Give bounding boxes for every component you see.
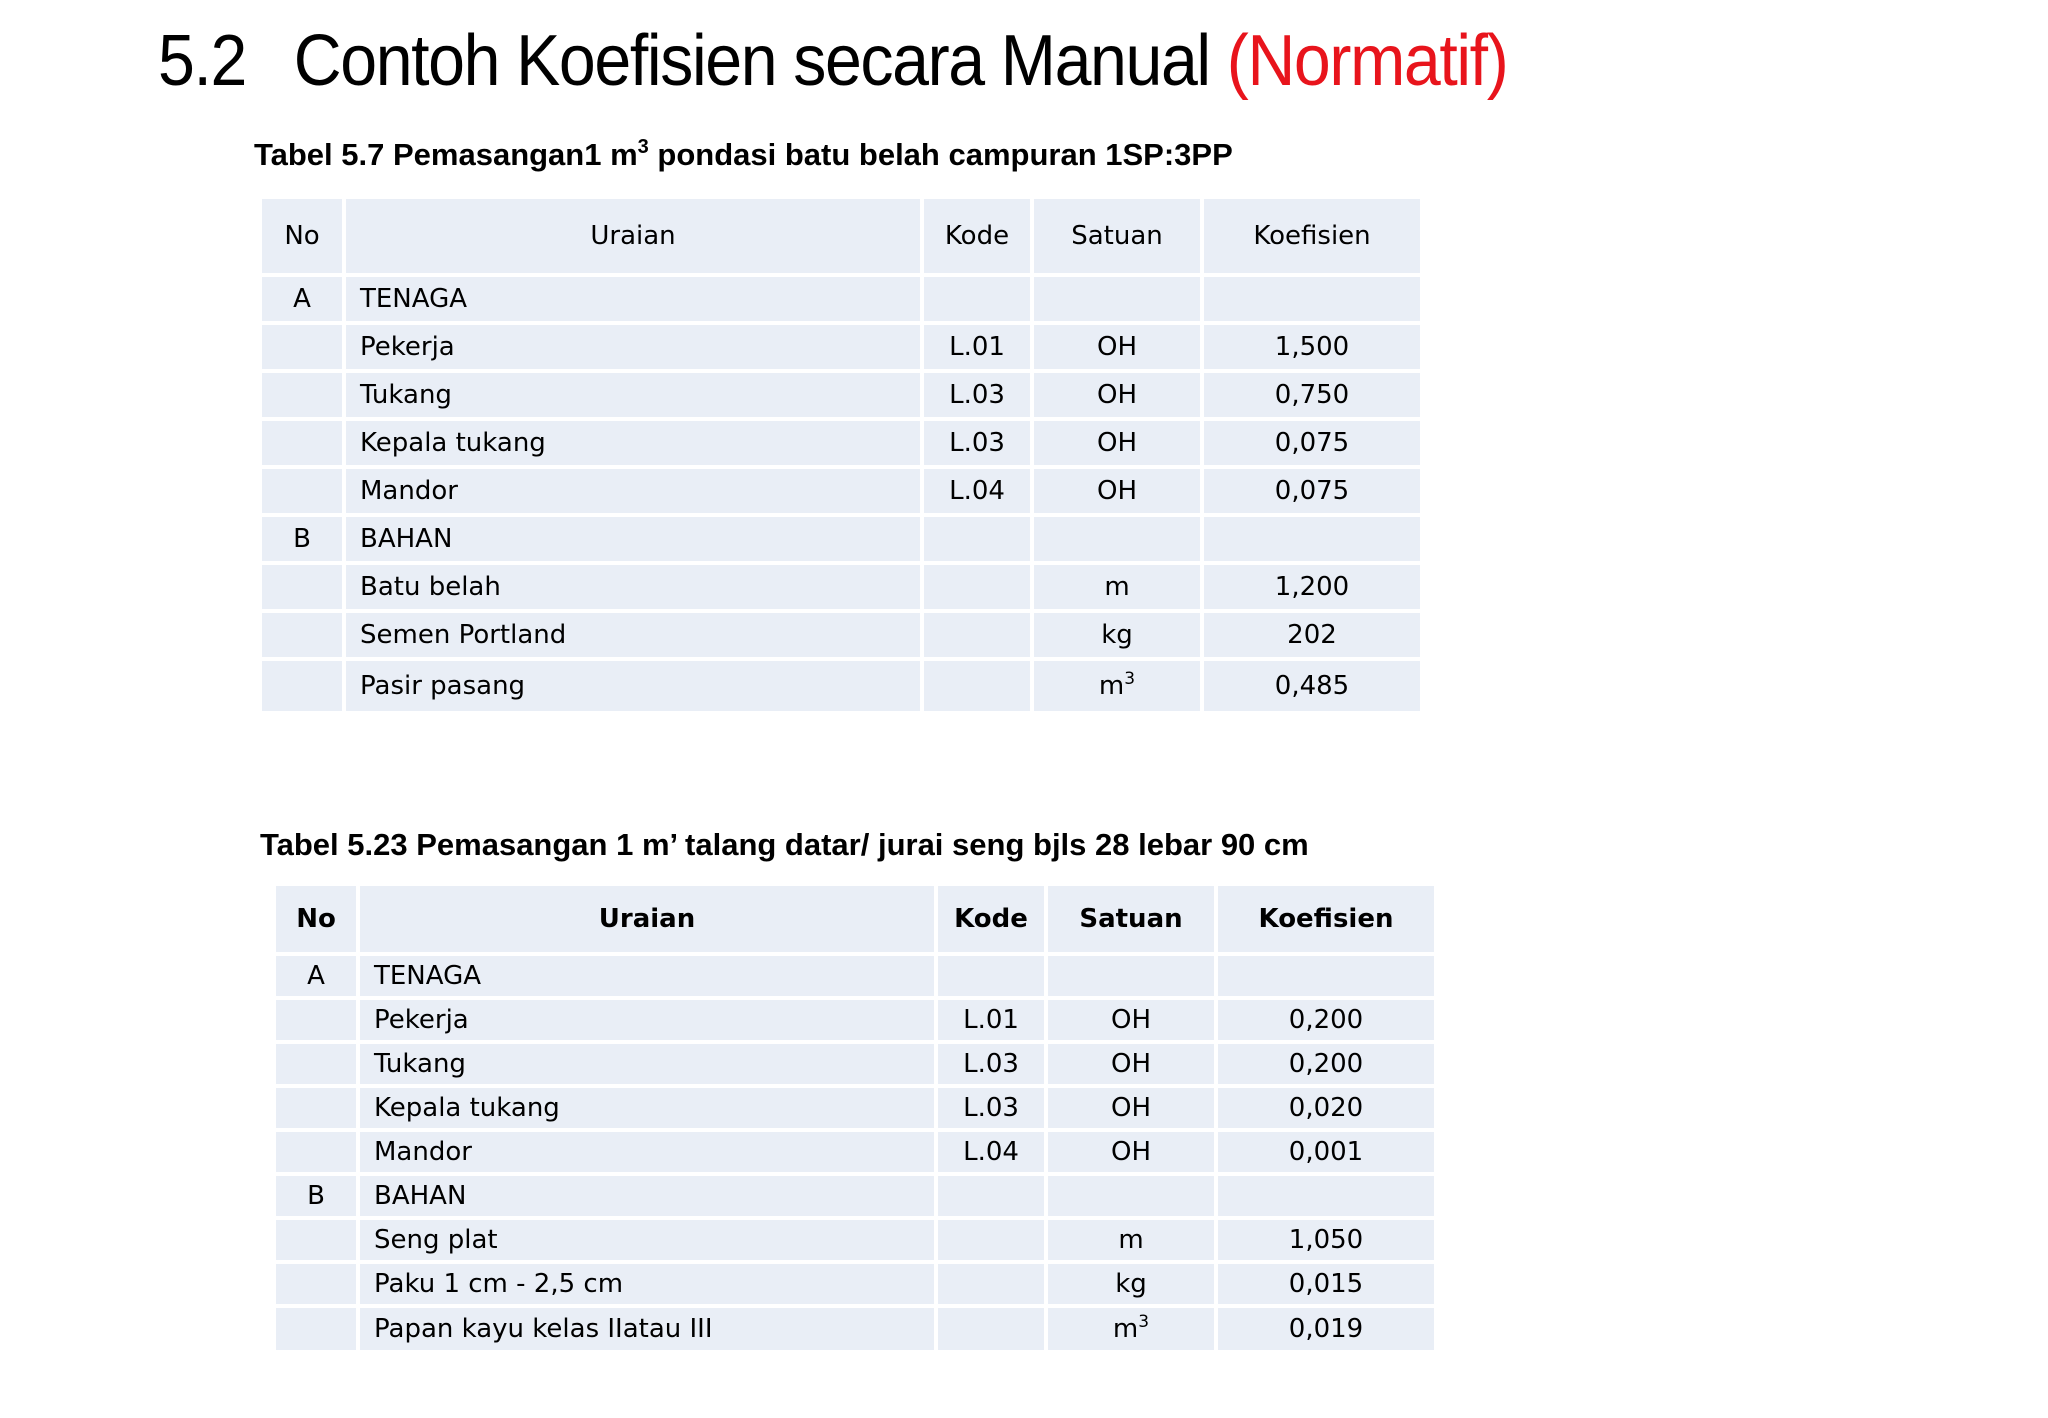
table-2-cell-uraian (360, 1044, 934, 1084)
table-1-caption-before: Tabel 5.7 Pemasangan1 m (254, 137, 638, 172)
table-2-cell-koefisien (1218, 1264, 1434, 1304)
table-1-cell-uraian (346, 325, 920, 369)
table-1-cell-uraian (346, 565, 920, 609)
table-2-cell-uraian-text: Seng plat (374, 1225, 498, 1255)
table-1-cell-koefisien-text: 0,750 (1274, 380, 1350, 410)
table-2-cell-no (276, 1308, 356, 1350)
table-1-cell-koefisien-text: 0,485 (1274, 671, 1350, 701)
table-1-cell-koefisien (1204, 373, 1420, 417)
table-2-row (276, 1220, 1434, 1260)
table-2-cell-uraian-text: Papan kayu kelas IIatau III (374, 1314, 713, 1344)
table-2-cell-no (276, 1000, 356, 1040)
table-2-cell-satuan-text: m (1118, 1225, 1144, 1255)
table-1-cell-koefisien-text: 0,075 (1274, 428, 1350, 458)
table-1-cell-kode-text: L.04 (949, 476, 1005, 506)
table-2-row (276, 1176, 1434, 1216)
table-2-cell-satuan-text: OH (1110, 1005, 1151, 1035)
table-2-cell-kode (938, 1088, 1044, 1128)
table-2-cell-kode-text: L.03 (963, 1049, 1019, 1079)
table-1-cell-no (262, 469, 342, 513)
table-1-caption-after: pondasi batu belah campuran 1SP:3PP (648, 137, 1233, 172)
table-2-cell-satuan (1048, 956, 1214, 996)
table-1-cell-uraian-text: Tukang (360, 380, 452, 410)
table-1-cell-no-text: B (293, 524, 311, 554)
table-1-cell-uraian (346, 469, 920, 513)
table-2-cell-satuan (1048, 1044, 1214, 1084)
table-1-cell-kode (924, 517, 1030, 561)
table-1-cell-satuan (1034, 277, 1200, 321)
table-1-cell-kode-text: L.03 (949, 380, 1005, 410)
title-main: Contoh Koefisien secara Manual (293, 21, 1210, 101)
table-2-cell-no (276, 1132, 356, 1172)
table-1-cell-koefisien-text: 1,200 (1274, 572, 1350, 602)
table-1 (258, 195, 1424, 715)
table-2-cell-koefisien-text: 1,050 (1288, 1225, 1364, 1255)
table-2-cell-uraian-text: Tukang (374, 1049, 466, 1079)
table-2-cell-kode-text: L.03 (963, 1093, 1019, 1123)
table-1-cell-koefisien-text: 1,500 (1274, 332, 1350, 362)
table-1-cell-koefisien (1204, 325, 1420, 369)
table-1-cell-no (262, 565, 342, 609)
table-2-cell-uraian (360, 1088, 934, 1128)
table-2-cell-kode-text: L.01 (963, 1005, 1019, 1035)
table-2-cell-satuan-text: m (1112, 1314, 1139, 1344)
table-1-header-koefisien: Koefisien (1204, 199, 1420, 273)
table-1-cell-satuan-text: m (1098, 671, 1125, 701)
table-1-row (262, 613, 1420, 657)
table-2-cell-kode (938, 1220, 1044, 1260)
table-2-cell-uraian-text: Mandor (374, 1137, 472, 1167)
table-2-cell-koefisien-text: 0,200 (1288, 1005, 1364, 1035)
table-1-cell-satuan-text: OH (1096, 332, 1137, 362)
table-1-body (262, 277, 1420, 711)
table-2-cell-satuan-text: OH (1110, 1093, 1151, 1123)
table-1-cell-satuan-text: OH (1096, 428, 1137, 458)
table-2-row (276, 1000, 1434, 1040)
table-2-cell-kode (938, 1132, 1044, 1172)
table-2-cell-uraian (360, 1132, 934, 1172)
table-2-cell-satuan-sup: 3 (1138, 1312, 1150, 1332)
table-1-cell-no (262, 277, 342, 321)
table-1-header-satuan: Satuan (1034, 199, 1200, 273)
table-2-cell-satuan (1048, 1264, 1214, 1304)
table-2-cell-koefisien-text: 0,200 (1288, 1049, 1364, 1079)
table-2-row (276, 1308, 1434, 1350)
table-2-cell-uraian (360, 1176, 934, 1216)
table-1-cell-koefisien (1204, 277, 1420, 321)
table-2-caption: Tabel 5.23 Pemasangan 1 m’ talang datar/ jurai seng bjls 28 lebar 90 cm (260, 827, 1309, 862)
table-1-row (262, 325, 1420, 369)
table-1-row (262, 517, 1420, 561)
table-2-cell-uraian-text: TENAGA (374, 961, 482, 991)
table-1-cell-uraian-text: Semen Portland (360, 620, 567, 650)
table-2-header-no: No (276, 886, 356, 952)
table-1-cell-uraian-text: Pasir pasang (360, 671, 526, 701)
table-1-cell-uraian (346, 421, 920, 465)
table-2-cell-koefisien-text: 0,020 (1288, 1093, 1364, 1123)
table-1-cell-satuan-text: OH (1096, 380, 1137, 410)
table-2-cell-no-text: A (307, 961, 325, 991)
table-1-cell-koefisien (1204, 421, 1420, 465)
table-2-cell-no-text: B (307, 1181, 325, 1211)
table-2-cell-satuan (1048, 1176, 1214, 1216)
table-2-cell-kode (938, 1176, 1044, 1216)
table-1-cell-kode-text: L.03 (949, 428, 1005, 458)
table-1-cell-no (262, 325, 342, 369)
table-1-cell-uraian-text: TENAGA (360, 284, 468, 314)
table-2-cell-uraian (360, 1308, 934, 1350)
table-2-cell-satuan (1048, 1220, 1214, 1260)
table-1-cell-kode (924, 469, 1030, 513)
table-2-row (276, 1132, 1434, 1172)
table-1-cell-koefisien-text: 0,075 (1274, 476, 1350, 506)
slide-title (158, 18, 1507, 104)
table-1-header-row (262, 199, 1420, 273)
table-1-cell-kode (924, 325, 1030, 369)
table-2 (272, 882, 1438, 1354)
table-2-cell-no (276, 1264, 356, 1304)
table-2-cell-satuan-text: OH (1110, 1137, 1151, 1167)
table-2-header-kode: Kode (938, 886, 1044, 952)
table-1-cell-koefisien (1204, 469, 1420, 513)
table-2-cell-no (276, 1176, 356, 1216)
table-2-cell-uraian (360, 1264, 934, 1304)
table-1-cell-satuan-text: kg (1101, 620, 1133, 650)
table-1-cell-uraian-text: BAHAN (360, 524, 453, 554)
table-1-cell-satuan (1034, 325, 1200, 369)
title-accent: (Normatif) (1226, 21, 1508, 101)
table-2-row (276, 956, 1434, 996)
table-2-cell-satuan (1048, 1308, 1214, 1350)
table-2-cell-koefisien (1218, 1132, 1434, 1172)
table-2-row (276, 1264, 1434, 1304)
table-2-cell-kode-text: L.04 (963, 1137, 1019, 1167)
table-1-cell-satuan-sup: 3 (1124, 669, 1136, 689)
table-2-cell-satuan (1048, 1088, 1214, 1128)
table-1-cell-satuan (1034, 661, 1200, 711)
table-2-row (276, 1044, 1434, 1084)
table-1-cell-satuan (1034, 565, 1200, 609)
section-number: 5.2 (158, 21, 246, 101)
table-2-cell-koefisien (1218, 1176, 1434, 1216)
table-2-cell-uraian-text: Pekerja (374, 1005, 469, 1035)
table-2-row (276, 1088, 1434, 1128)
table-1-cell-no (262, 661, 342, 711)
table-2-cell-koefisien (1218, 1000, 1434, 1040)
table-1-cell-kode (924, 565, 1030, 609)
table-1-cell-satuan (1034, 469, 1200, 513)
table-2-cell-koefisien-text: 0,001 (1288, 1137, 1364, 1167)
table-1-cell-no-text: A (293, 284, 311, 314)
table-2-header-satuan: Satuan (1048, 886, 1214, 952)
table-2-cell-koefisien (1218, 1308, 1434, 1350)
table-1-cell-koefisien (1204, 565, 1420, 609)
table-1-row (262, 661, 1420, 711)
table-1-cell-satuan (1034, 517, 1200, 561)
table-1-cell-kode (924, 373, 1030, 417)
table-2-cell-satuan (1048, 1132, 1214, 1172)
table-1-cell-no (262, 373, 342, 417)
table-1-cell-satuan (1034, 421, 1200, 465)
table-1-cell-uraian-text: Mandor (360, 476, 458, 506)
table-1-cell-no (262, 421, 342, 465)
table-1-cell-koefisien (1204, 661, 1420, 711)
table-1-cell-satuan-text: OH (1096, 476, 1137, 506)
table-1-cell-kode (924, 613, 1030, 657)
table-2-cell-uraian-text: Paku 1 cm - 2,5 cm (374, 1269, 624, 1299)
table-2-cell-no (276, 1044, 356, 1084)
table-1-cell-uraian-text: Batu belah (360, 572, 501, 602)
table-2-cell-koefisien (1218, 956, 1434, 996)
table-1-cell-uraian (346, 613, 920, 657)
table-2-cell-satuan-text: OH (1110, 1049, 1151, 1079)
table-1-header-uraian: Uraian (346, 199, 920, 273)
table-1-cell-no (262, 613, 342, 657)
table-2-cell-uraian (360, 1000, 934, 1040)
table-2-cell-uraian-text: BAHAN (374, 1181, 467, 1211)
table-1-cell-uraian (346, 517, 920, 561)
table-2-cell-no (276, 956, 356, 996)
table-2-header-koefisien: Koefisien (1218, 886, 1434, 952)
table-1-cell-uraian (346, 373, 920, 417)
table-2-cell-uraian-text: Kepala tukang (374, 1093, 560, 1123)
table-1-cell-koefisien-text: 202 (1287, 620, 1337, 650)
table-1-cell-uraian-text: Pekerja (360, 332, 455, 362)
table-1-cell-kode-text: L.01 (949, 332, 1005, 362)
table-2-cell-koefisien (1218, 1044, 1434, 1084)
table-1-cell-satuan (1034, 613, 1200, 657)
table-2-cell-kode (938, 1264, 1044, 1304)
table-2-cell-koefisien-text: 0,015 (1288, 1269, 1364, 1299)
table-1-cell-uraian (346, 661, 920, 711)
table-1-cell-satuan (1034, 373, 1200, 417)
table-1-row (262, 373, 1420, 417)
table-1-header-kode: Kode (924, 199, 1030, 273)
table-1-row (262, 421, 1420, 465)
table-2-cell-koefisien (1218, 1220, 1434, 1260)
table-1-cell-kode (924, 421, 1030, 465)
table-2-header-uraian: Uraian (360, 886, 934, 952)
table-2-cell-kode (938, 956, 1044, 996)
table-2-cell-koefisien-text: 0,019 (1288, 1314, 1364, 1344)
table-2-cell-satuan (1048, 1000, 1214, 1040)
table-1-caption-sup: 3 (637, 136, 649, 158)
table-1-cell-koefisien (1204, 613, 1420, 657)
table-2-cell-uraian (360, 956, 934, 996)
table-1-header-no: No (262, 199, 342, 273)
table-1-cell-uraian-text: Kepala tukang (360, 428, 546, 458)
table-2-cell-satuan-text: kg (1115, 1269, 1147, 1299)
table-1-cell-no (262, 517, 342, 561)
table-2-cell-uraian (360, 1220, 934, 1260)
table-2-header-row (276, 886, 1434, 952)
table-1-cell-kode (924, 661, 1030, 711)
table-2-cell-koefisien (1218, 1088, 1434, 1128)
table-1-cell-uraian (346, 277, 920, 321)
table-2-cell-no (276, 1088, 356, 1128)
table-1-cell-koefisien (1204, 517, 1420, 561)
table-2-cell-kode (938, 1000, 1044, 1040)
table-2-cell-kode (938, 1044, 1044, 1084)
table-2-body (276, 956, 1434, 1350)
table-2-cell-no (276, 1220, 356, 1260)
table-1-row (262, 469, 1420, 513)
table-1-cell-satuan-text: m (1104, 572, 1130, 602)
table-1-row (262, 565, 1420, 609)
table-2-cell-kode (938, 1308, 1044, 1350)
table-1-caption (254, 136, 1233, 173)
table-1-row (262, 277, 1420, 321)
table-1-cell-kode (924, 277, 1030, 321)
